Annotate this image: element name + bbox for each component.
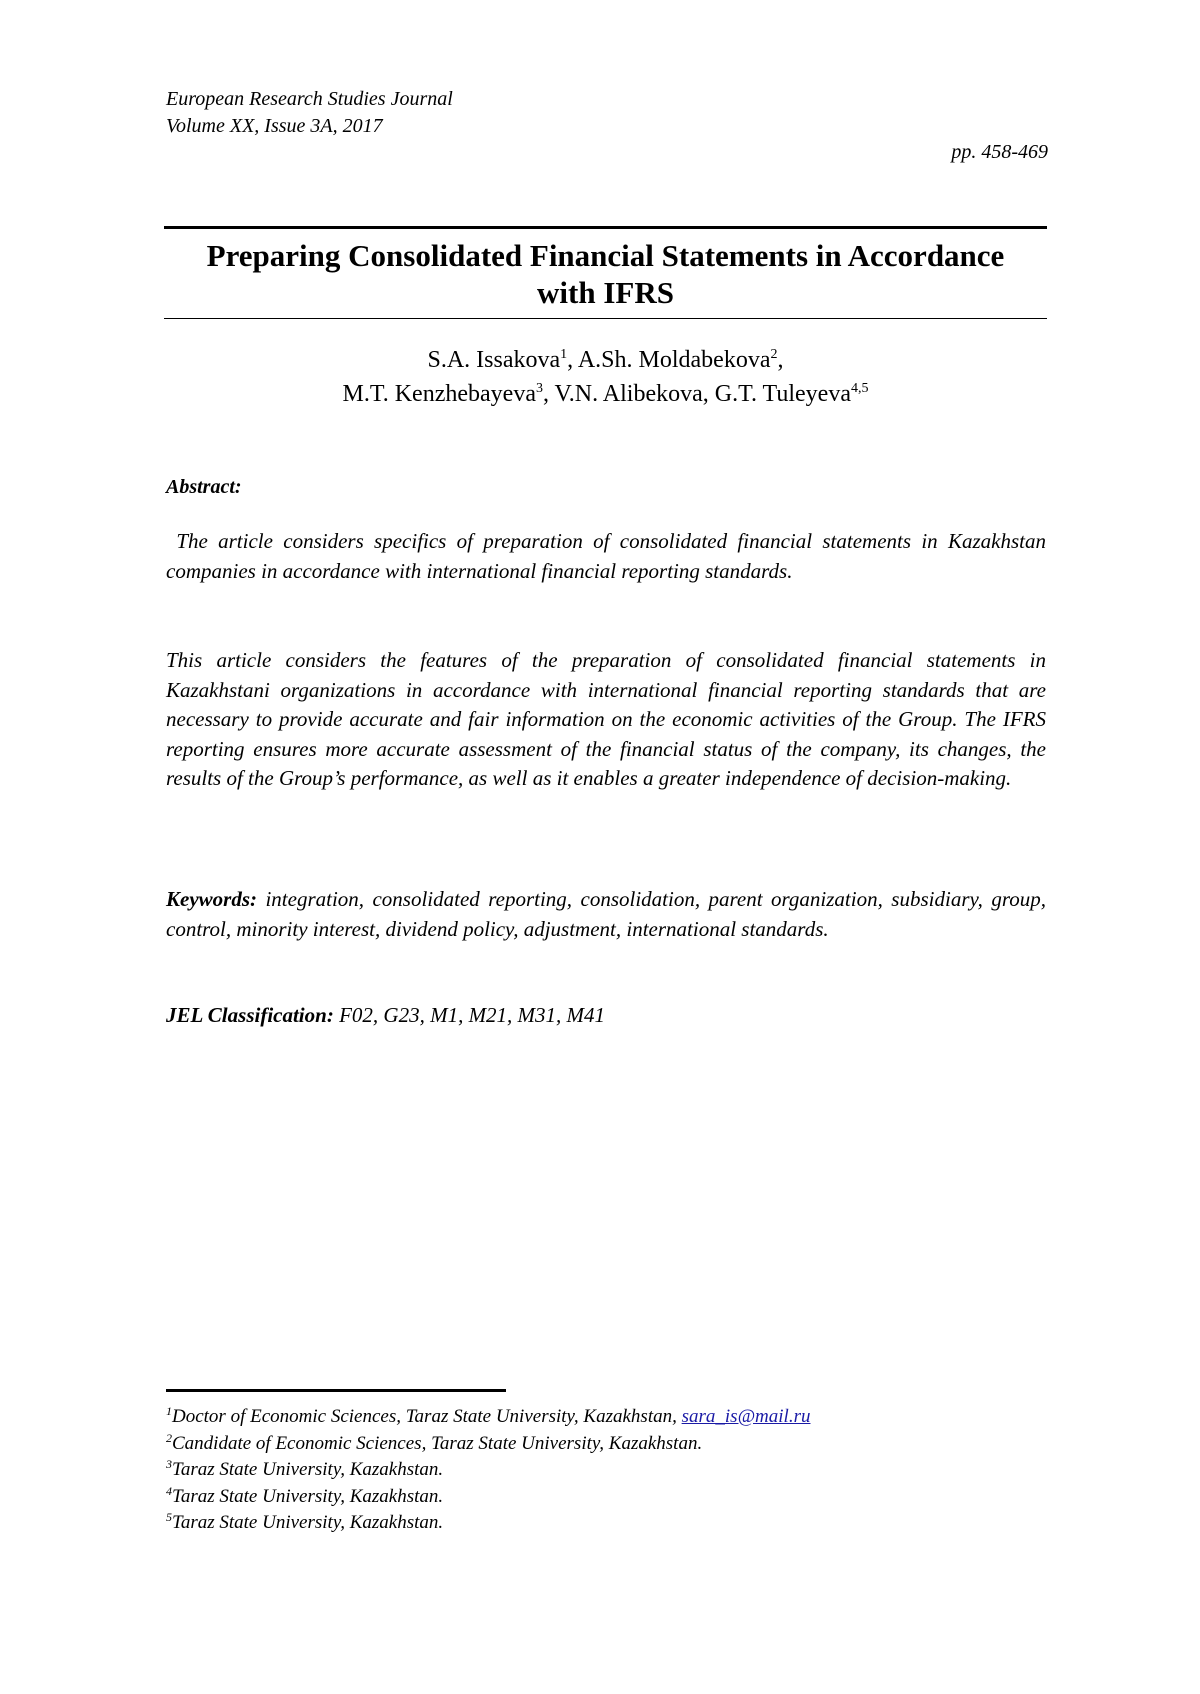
author-affiliation-mark: 2 (770, 347, 778, 362)
journal-header (166, 86, 453, 140)
footnote-3 (166, 1457, 810, 1484)
author-affiliation-mark: 3 (535, 381, 543, 396)
author-affiliation-mark: 4,5 (850, 381, 869, 396)
footnote-text: Taraz State University, Kazakhstan. (172, 1512, 444, 1533)
author-name: G.T. Tuleyeva (714, 381, 851, 407)
abstract-paragraph-1 (166, 527, 1046, 586)
footnote-mark: 5 (166, 1510, 172, 1524)
jel-label: JEL Classification: (166, 1003, 334, 1027)
footnote-mark: 2 (166, 1430, 172, 1445)
abstract-paragraph-1-text: The article considers specifics of preparation of consolidated financial statements in Kazakhstan companies in accordance with international financial reporting standards. (166, 529, 1046, 583)
footnote-4 (166, 1484, 810, 1511)
footnote-5 (166, 1510, 810, 1537)
footnote-divider (166, 1389, 506, 1392)
jel-codes: F02, G23, M1, M21, M31, M41 (339, 1003, 606, 1027)
author-email-link[interactable]: sara_is@mail.ru (681, 1406, 811, 1427)
keywords-colon: : (250, 887, 257, 911)
keywords (166, 885, 1046, 944)
author-name: S.A. Issakova (427, 347, 561, 373)
author-name: V.N. Alibekova (554, 381, 703, 407)
keywords-text: integration, consolidated reporting, consolidation, parent organization, subsidiary, group, control, minority interest, dividend policy, adjustment, international standards. (166, 887, 1046, 941)
author-line-2: M.T. Kenzhebayeva$^3$, V.N. Alibekova, G.T. Tuleyeva$^{4,5}$ (342, 381, 869, 407)
footnote-text: Candidate of Economic Sciences, Taraz State University, Kazakhstan. (172, 1432, 703, 1454)
author-line-1: S.A. Issakova$^1$, A.Sh. Moldabekova$^2$, (427, 347, 784, 373)
paper-title-line-1: Preparing Consolidated Financial Statements in Accordance (206, 238, 1005, 273)
journal-name: European Research Studies Journal (166, 88, 453, 110)
journal-volume-issue: Volume XX, Issue 3A, 2017 (166, 115, 383, 137)
footnote-1 (166, 1404, 810, 1431)
author-list (164, 343, 1047, 411)
footnote-mark: 3 (166, 1457, 172, 1471)
footnotes (166, 1404, 810, 1537)
footnote-mark: 1 (166, 1404, 172, 1418)
author-name: M.T. Kenzhebayeva (342, 381, 536, 407)
abstract-heading: Abstract: (166, 476, 242, 498)
footnote-2 (166, 1431, 810, 1458)
footnote-text: Taraz State University, Kazakhstan. (172, 1459, 444, 1480)
author-name: A.Sh. Moldabekova (577, 347, 771, 373)
author-affiliation-mark: 1 (560, 347, 568, 362)
page-range: pp. 458-469 (951, 141, 1048, 163)
footnote-text: Doctor of Economic Sciences, Taraz State University, Kazakhstan, (172, 1406, 677, 1427)
footnote-text: Taraz State University, Kazakhstan. (172, 1485, 444, 1507)
jel-classification (166, 1001, 1046, 1031)
abstract-paragraph-2: This article considers the features of the preparation of consolidated financial statements in Kazakhstani organizations in accordance with international financial reporting standards that are necessary to provide accurate and fair information on the economic activities of the Group. The IFRS reporting ensures more accurate assessment of the financial status of the company, its changes, the results of the Group’s performance, as well as it enables a greater independence of decision-making. (166, 648, 1046, 790)
paper-title-line-2: with IFRS (537, 275, 674, 310)
title-block (164, 226, 1047, 319)
footnote-mark: 4 (166, 1483, 172, 1498)
keywords-label: Keywords (166, 887, 250, 911)
